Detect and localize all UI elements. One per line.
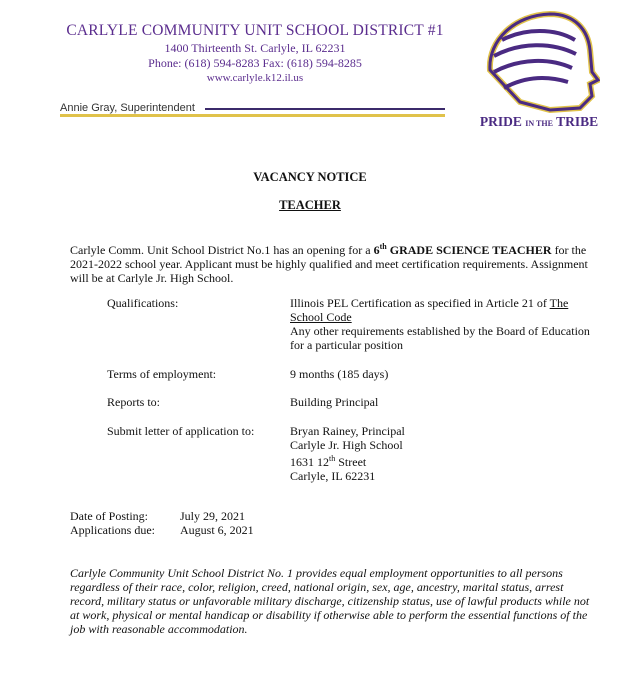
street-suffix: th — [329, 454, 336, 463]
qualifications-value — [290, 296, 590, 352]
logo-slogan: PRIDE IN THE TRIBE — [479, 114, 599, 129]
header-rule-gold — [60, 114, 445, 117]
notice-subheading: TEACHER — [279, 198, 341, 212]
submit-city: Carlyle, IL 62231 — [290, 469, 376, 483]
qualifications-text: Illinois PEL Certification as specified in Article 21 of — [290, 296, 550, 310]
position-grade: 6 — [373, 243, 380, 257]
qualifications-label: Qualifications: — [107, 296, 179, 310]
position-grade-suffix: th — [379, 242, 387, 251]
reports-label: Reports to: — [107, 395, 160, 409]
posting-date: July 29, 2021 — [180, 509, 246, 523]
due-label: Applications due: — [70, 523, 155, 537]
intro-text: Carlyle Comm. Unit School District No.1 has an opening for a — [70, 243, 374, 257]
intro-text-rest: for the 2021-2022 school year. Applicant must be highly qualified and meet certification requirements. Assignment will be at Carlyle Jr. High School. — [70, 243, 588, 285]
submit-street — [290, 452, 590, 469]
intro-paragraph — [70, 240, 590, 285]
school-code-reference: The School Code — [290, 296, 569, 324]
submit-label: Submit letter of application to: — [107, 424, 255, 438]
district-name: CARLYLE COMMUNITY UNIT SCHOOL DISTRICT #1 — [66, 22, 444, 39]
header-rule-purple — [205, 108, 445, 110]
district-phone-fax: Phone: (618) 594-8283 Fax: (618) 594-8285 — [148, 56, 362, 70]
position-title — [374, 243, 552, 257]
terms-label: Terms of employment: — [107, 367, 217, 381]
submit-name: Bryan Rainey, Principal — [290, 424, 405, 438]
superintendent-name: Annie Gray, Superintendent — [60, 102, 195, 114]
submit-school: Carlyle Jr. High School — [290, 438, 403, 452]
position-name: GRADE SCIENCE TEACHER — [386, 243, 552, 257]
street-number: 1631 12 — [290, 455, 329, 469]
posting-label: Date of Posting: — [70, 509, 148, 523]
terms-value: 9 months (185 days) — [290, 367, 389, 381]
equal-opportunity-statement: Carlyle Community Unit School District No. 1 provides equal employment opportunities to all persons regardless of their race, color, religion, creed, national origin, sex, age, ancestry, marital status, arrest record, military status or unfavorable military discharge, citizenship status, use of lawful products while not at work, physical or mental handicap or disability if otherwise able to perform the essential functions of the job with reasonable accommodation. — [70, 566, 590, 636]
district-address: 1400 Thirteenth St. Carlyle, IL 62231 — [164, 41, 346, 55]
submit-address — [290, 424, 590, 483]
street-name: Street — [335, 455, 367, 469]
due-date: August 6, 2021 — [180, 523, 254, 537]
reports-value: Building Principal — [290, 395, 379, 409]
notice-heading: VACANCY NOTICE — [253, 170, 367, 184]
qualifications-text-2: Any other requirements established by the Board of Education for a particular position — [290, 324, 590, 352]
tribe-logo-icon — [480, 10, 600, 114]
district-website: www.carlyle.k12.il.us — [206, 72, 304, 84]
